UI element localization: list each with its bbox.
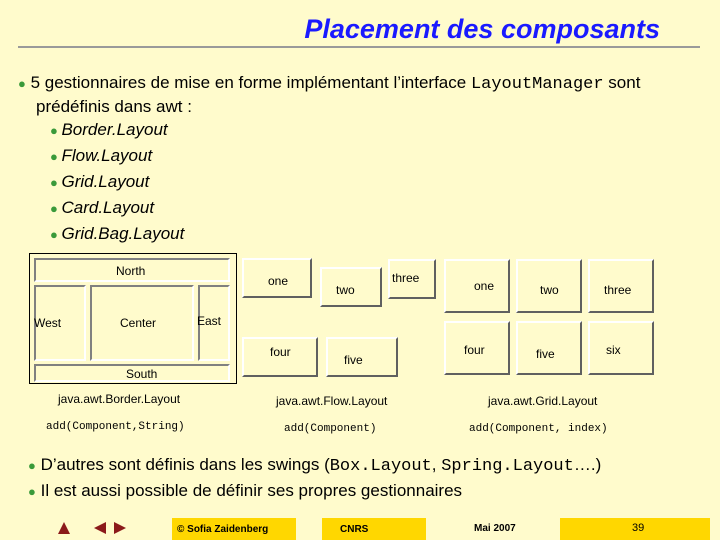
nav-prev-button[interactable] [94, 522, 106, 534]
flow-button-four: four [242, 337, 318, 377]
bullet-icon: ● [50, 149, 62, 164]
swing-bullet: ● D’autres sont définis dans les swings (Box.Layout, Spring.Layout….) [28, 455, 602, 476]
border-code: add(Component,String) [46, 421, 185, 433]
grid-button-four: four [444, 321, 510, 375]
grid-button-three: three [588, 259, 654, 313]
flow-button-three: three [388, 259, 436, 299]
list-item: ● Border.Layout [50, 120, 168, 139]
flow-button-five: five [326, 337, 398, 377]
border-east-label: East [197, 314, 222, 328]
flow-layout-demo [242, 253, 438, 384]
flow-button-two: two [320, 267, 382, 307]
intro-text-2: sont [603, 73, 641, 92]
footer-page-number: 39 [632, 522, 645, 534]
bullet-icon: ● [50, 123, 62, 138]
bullet-icon: ● [50, 227, 62, 242]
footer-org: CNRS [340, 524, 369, 535]
border-center: Center [90, 285, 194, 361]
intro-text-1: 5 gestionnaires de mise en forme implémentant l’interface [30, 73, 471, 92]
bullet-icon: ● [50, 201, 62, 216]
bullet-icon: ● [18, 76, 26, 91]
grid-caption: java.awt.Grid.Layout [488, 394, 598, 408]
intro-line-2: prédéfinis dans awt : [36, 97, 192, 116]
bullet-icon: ● [28, 458, 36, 473]
nav-first-button[interactable] [58, 522, 70, 534]
nav-next-button[interactable] [114, 522, 126, 534]
grid-button-five: five [516, 321, 582, 375]
footer-date: Mai 2007 [474, 523, 516, 534]
footer-org-bar [322, 518, 426, 540]
grid-button-six: six [588, 321, 654, 375]
slide-title: Placement des composants [304, 14, 660, 44]
border-north: North [34, 258, 230, 282]
border-west: West [34, 285, 86, 361]
border-caption: java.awt.Border.Layout [58, 392, 181, 406]
custom-bullet: ● Il est aussi possible de définir ses propres gestionnaires [28, 481, 463, 500]
list-item: ● Flow.Layout [50, 146, 153, 165]
list-item: ● Grid.Layout [50, 172, 150, 191]
bullet-icon: ● [28, 484, 36, 499]
list-item: ● Grid.Bag.Layout [50, 224, 185, 243]
flow-button-one: one [242, 258, 312, 298]
flow-caption: java.awt.Flow.Layout [276, 394, 388, 408]
grid-code: add(Component, index) [469, 423, 608, 435]
grid-layout-demo [444, 253, 656, 384]
flow-code: add(Component) [284, 423, 377, 435]
bullet-icon: ● [50, 175, 62, 190]
grid-button-one: one [444, 259, 510, 313]
intro-code: LayoutManager [470, 75, 604, 94]
title-divider [18, 46, 700, 48]
list-item: ● Card.Layout [50, 198, 155, 217]
footer-author: © Sofia Zaidenberg [177, 524, 269, 535]
border-south: South [34, 364, 230, 382]
grid-button-two: two [516, 259, 582, 313]
